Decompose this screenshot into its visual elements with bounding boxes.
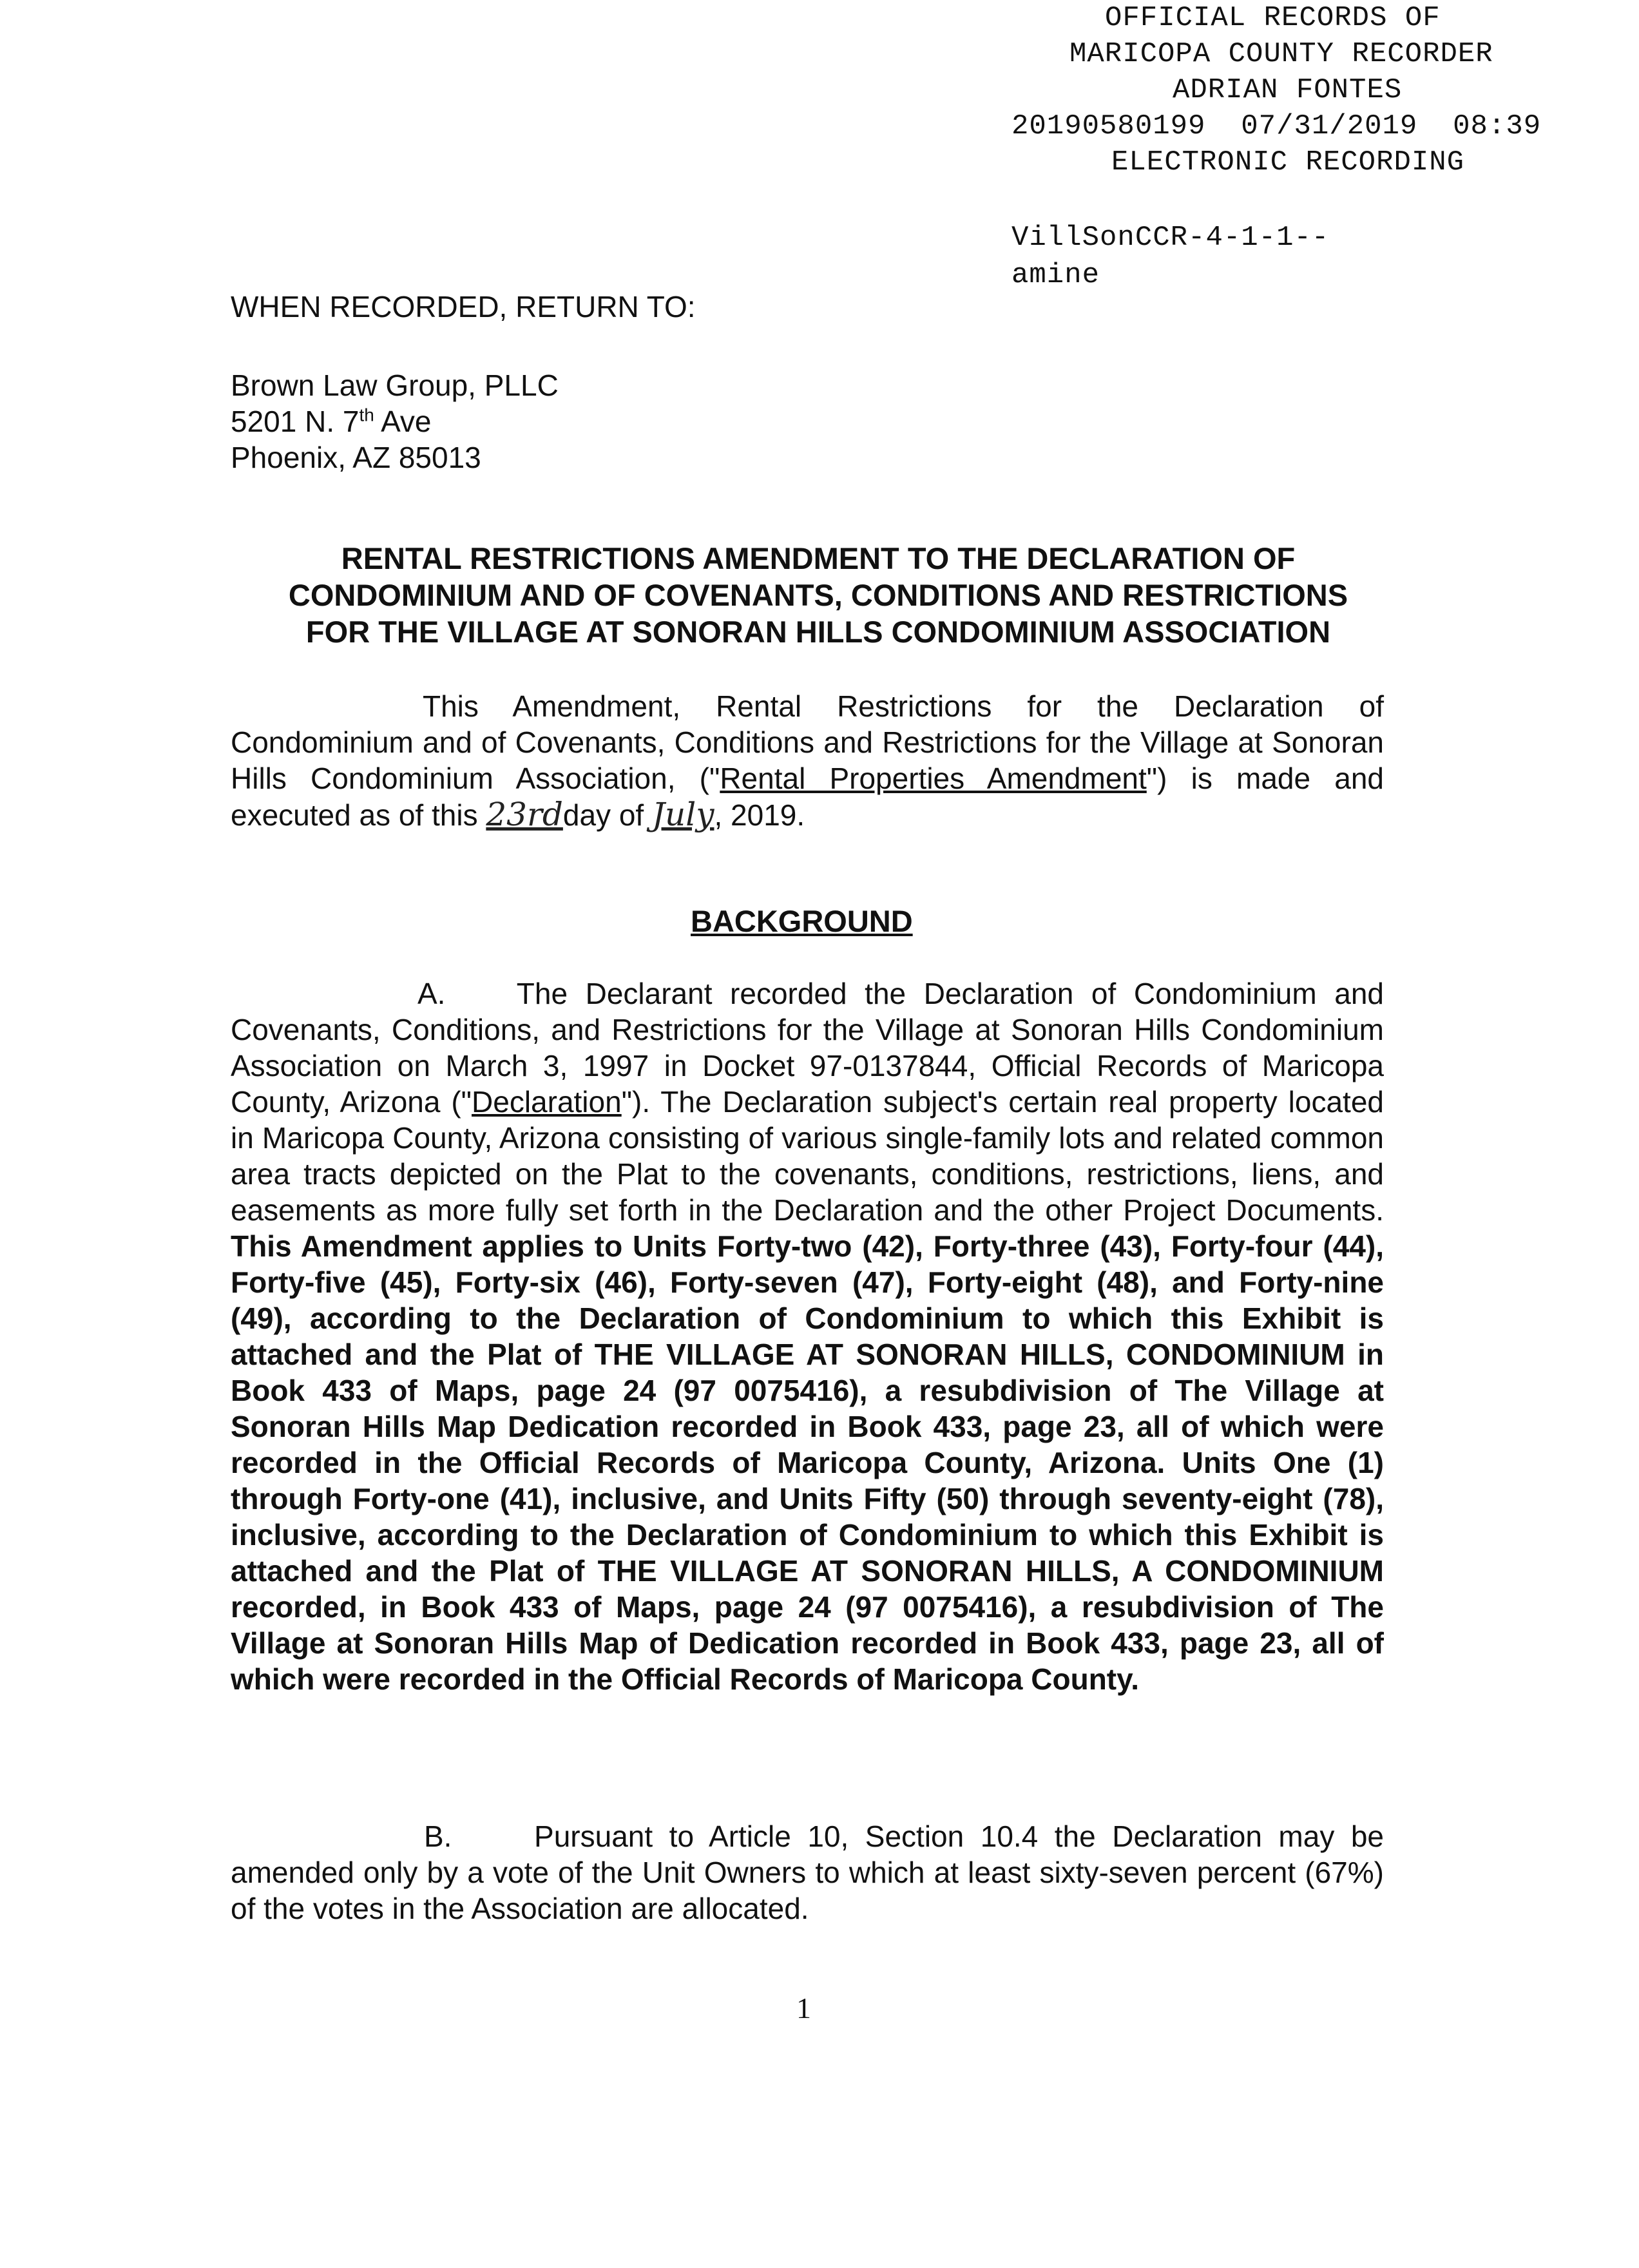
- return-city: Phoenix, AZ 85013: [231, 441, 481, 474]
- stamp-doc-number: 20190580199: [1011, 110, 1206, 142]
- stamp-recorder-name: ADRIAN FONTES: [1173, 74, 1403, 106]
- paragraph-a: A. The Declarant recorded the Declaration of Condominium and Covenants, Conditions, and Restrictions for the Village at Sonoran Hills Condominium Association on March 3, 1997 in Docket 97-0137844, Official Records of Maricopa County, Arizona ("Declaration"). The Declaration subject's certain real property located in Maricopa County, Arizona consisting of various single-family lots and related common area tracts depicted on the Plat to the covenants, conditions, restrictions, liens, and easements as more fully set forth in the Declaration and the other Project Documents. This Amendment applies to Units Forty-two (42), Forty-three (43), Forty-four (44), Forty-five (45), Forty-six (46), Forty-seven (47), Forty-eight (48), and Forty-nine (49), according to the Declaration of Condominium to which this Exhibit is attached and the Plat of THE VILLAGE AT SONORAN HILLS, CONDOMINIUM in Book 433 of Maps, page 24 (97 0075416), a resubdivision of The Village at Sonoran Hills Map Dedication recorded in Book 433, page 23, all of which were recorded in the Official Records of Maricopa County, Arizona. Units One (1) through Forty-one (41), inclusive, and Units Fifty (50) through seventy-eight (78), inclusive, according to the Declaration of Condominium to which this Exhibit is attached and the Plat of THE VILLAGE AT SONORAN HILLS, A CONDOMINIUM recorded, in Book 433 of Maps, page 24 (97 0075416), a resubdivision of The Village at Sonoran Hills Map of Dedication recorded in Book 433, page 23, all of which were recorded in the Official Records of Maricopa County.: [231, 977, 1384, 1696]
- stamp-doc-number-line: [1011, 108, 1630, 144]
- title-line-2: CONDOMINIUM AND OF COVENANTS, CONDITIONS AND RESTRICTIONS: [288, 578, 1348, 612]
- background-heading: BACKGROUND: [691, 904, 913, 938]
- title-line-1: RENTAL RESTRICTIONS AMENDMENT TO THE DECLARATION OF: [341, 541, 1296, 575]
- page-number: 1: [796, 1992, 811, 2024]
- paragraph-a-bold-text: This Amendment applies to Units Forty-two (42), Forty-three (43), Forty-four (44), Forty-five (45), Forty-six (46), Forty-seven (47), Forty-eight (48), and Forty-nine (49), according to the Declaration of Condominium to which this Exhibit is attached and the Plat of THE VILLAGE AT SONORAN HILLS, CONDOMINIUM in Book 433 of Maps, page 24 (97 0075416), a resubdivision of The Village at Sonoran Hills Map Dedication recorded in Book 433, page 23, all of which were recorded in the Official Records of Maricopa County, Arizona. Units One (1) through Forty-one (41), inclusive, and Units Fifty (50) through seventy-eight (78), inclusive, according to the Declaration of Condominium to which this Exhibit is attached and the Plat of THE VILLAGE AT SONORAN HILLS, A CONDOMINIUM recorded, in Book 433 of Maps, page 24 (97 0075416), a resubdivision of The Village at Sonoran Hills Map of Dedication recorded in Book 433, page 23, all of which were recorded in the Official Records of Maricopa County.: [231, 1229, 1384, 1696]
- paragraph-b: B. Pursuant to Article 10, Section 10.4 the Declaration may be amended only by a vote of the Unit Owners to which at least sixty-seven percent (67%) of the votes in the Association are allocated.: [231, 1820, 1385, 1925]
- return-name: Brown Law Group, PLLC: [231, 369, 559, 402]
- stamp-time: 08:39: [1453, 110, 1542, 142]
- stamp-date: 07/31/2019: [1241, 110, 1418, 142]
- handwritten-month: July: [651, 796, 714, 833]
- document-title: [193, 540, 1443, 650]
- title-line-3: FOR THE VILLAGE AT SONORAN HILLS CONDOMINIUM ASSOCIATION: [305, 615, 1331, 649]
- document-code-line-2: amine: [1011, 259, 1100, 291]
- defined-term-rental-amendment: Rental Properties Amendment: [720, 762, 1147, 795]
- document-code-line-1: VillSonCCR-4-1-1--: [1011, 222, 1330, 254]
- return-heading: WHEN RECORDED, RETURN TO:: [231, 290, 696, 323]
- defined-term-declaration: Declaration: [472, 1085, 622, 1119]
- paragraph-b-label: B.: [424, 1820, 452, 1853]
- stamp-county-recorder: MARICOPA COUNTY RECORDER: [1069, 38, 1493, 70]
- handwritten-day: 23rd: [486, 796, 563, 833]
- recording-stamp: [1011, 0, 1630, 180]
- stamp-electronic-recording: ELECTRONIC RECORDING: [1111, 146, 1465, 178]
- return-address-block: [231, 289, 696, 476]
- return-street: 5201 N. 7th Ave: [231, 405, 432, 438]
- intro-paragraph: This Amendment, Rental Restrictions for the Declaration of Condominium and of Covenants, Conditions and Restrictions for the Village at Sonoran Hills Condominium Association, ("Rental Properties Amendment") is made and executed as of this 23rdday of July, 2019.: [231, 689, 1384, 833]
- stamp-official-records: OFFICIAL RECORDS OF: [1105, 2, 1441, 34]
- paragraph-a-label: A.: [417, 977, 446, 1010]
- document-code: [1011, 219, 1329, 294]
